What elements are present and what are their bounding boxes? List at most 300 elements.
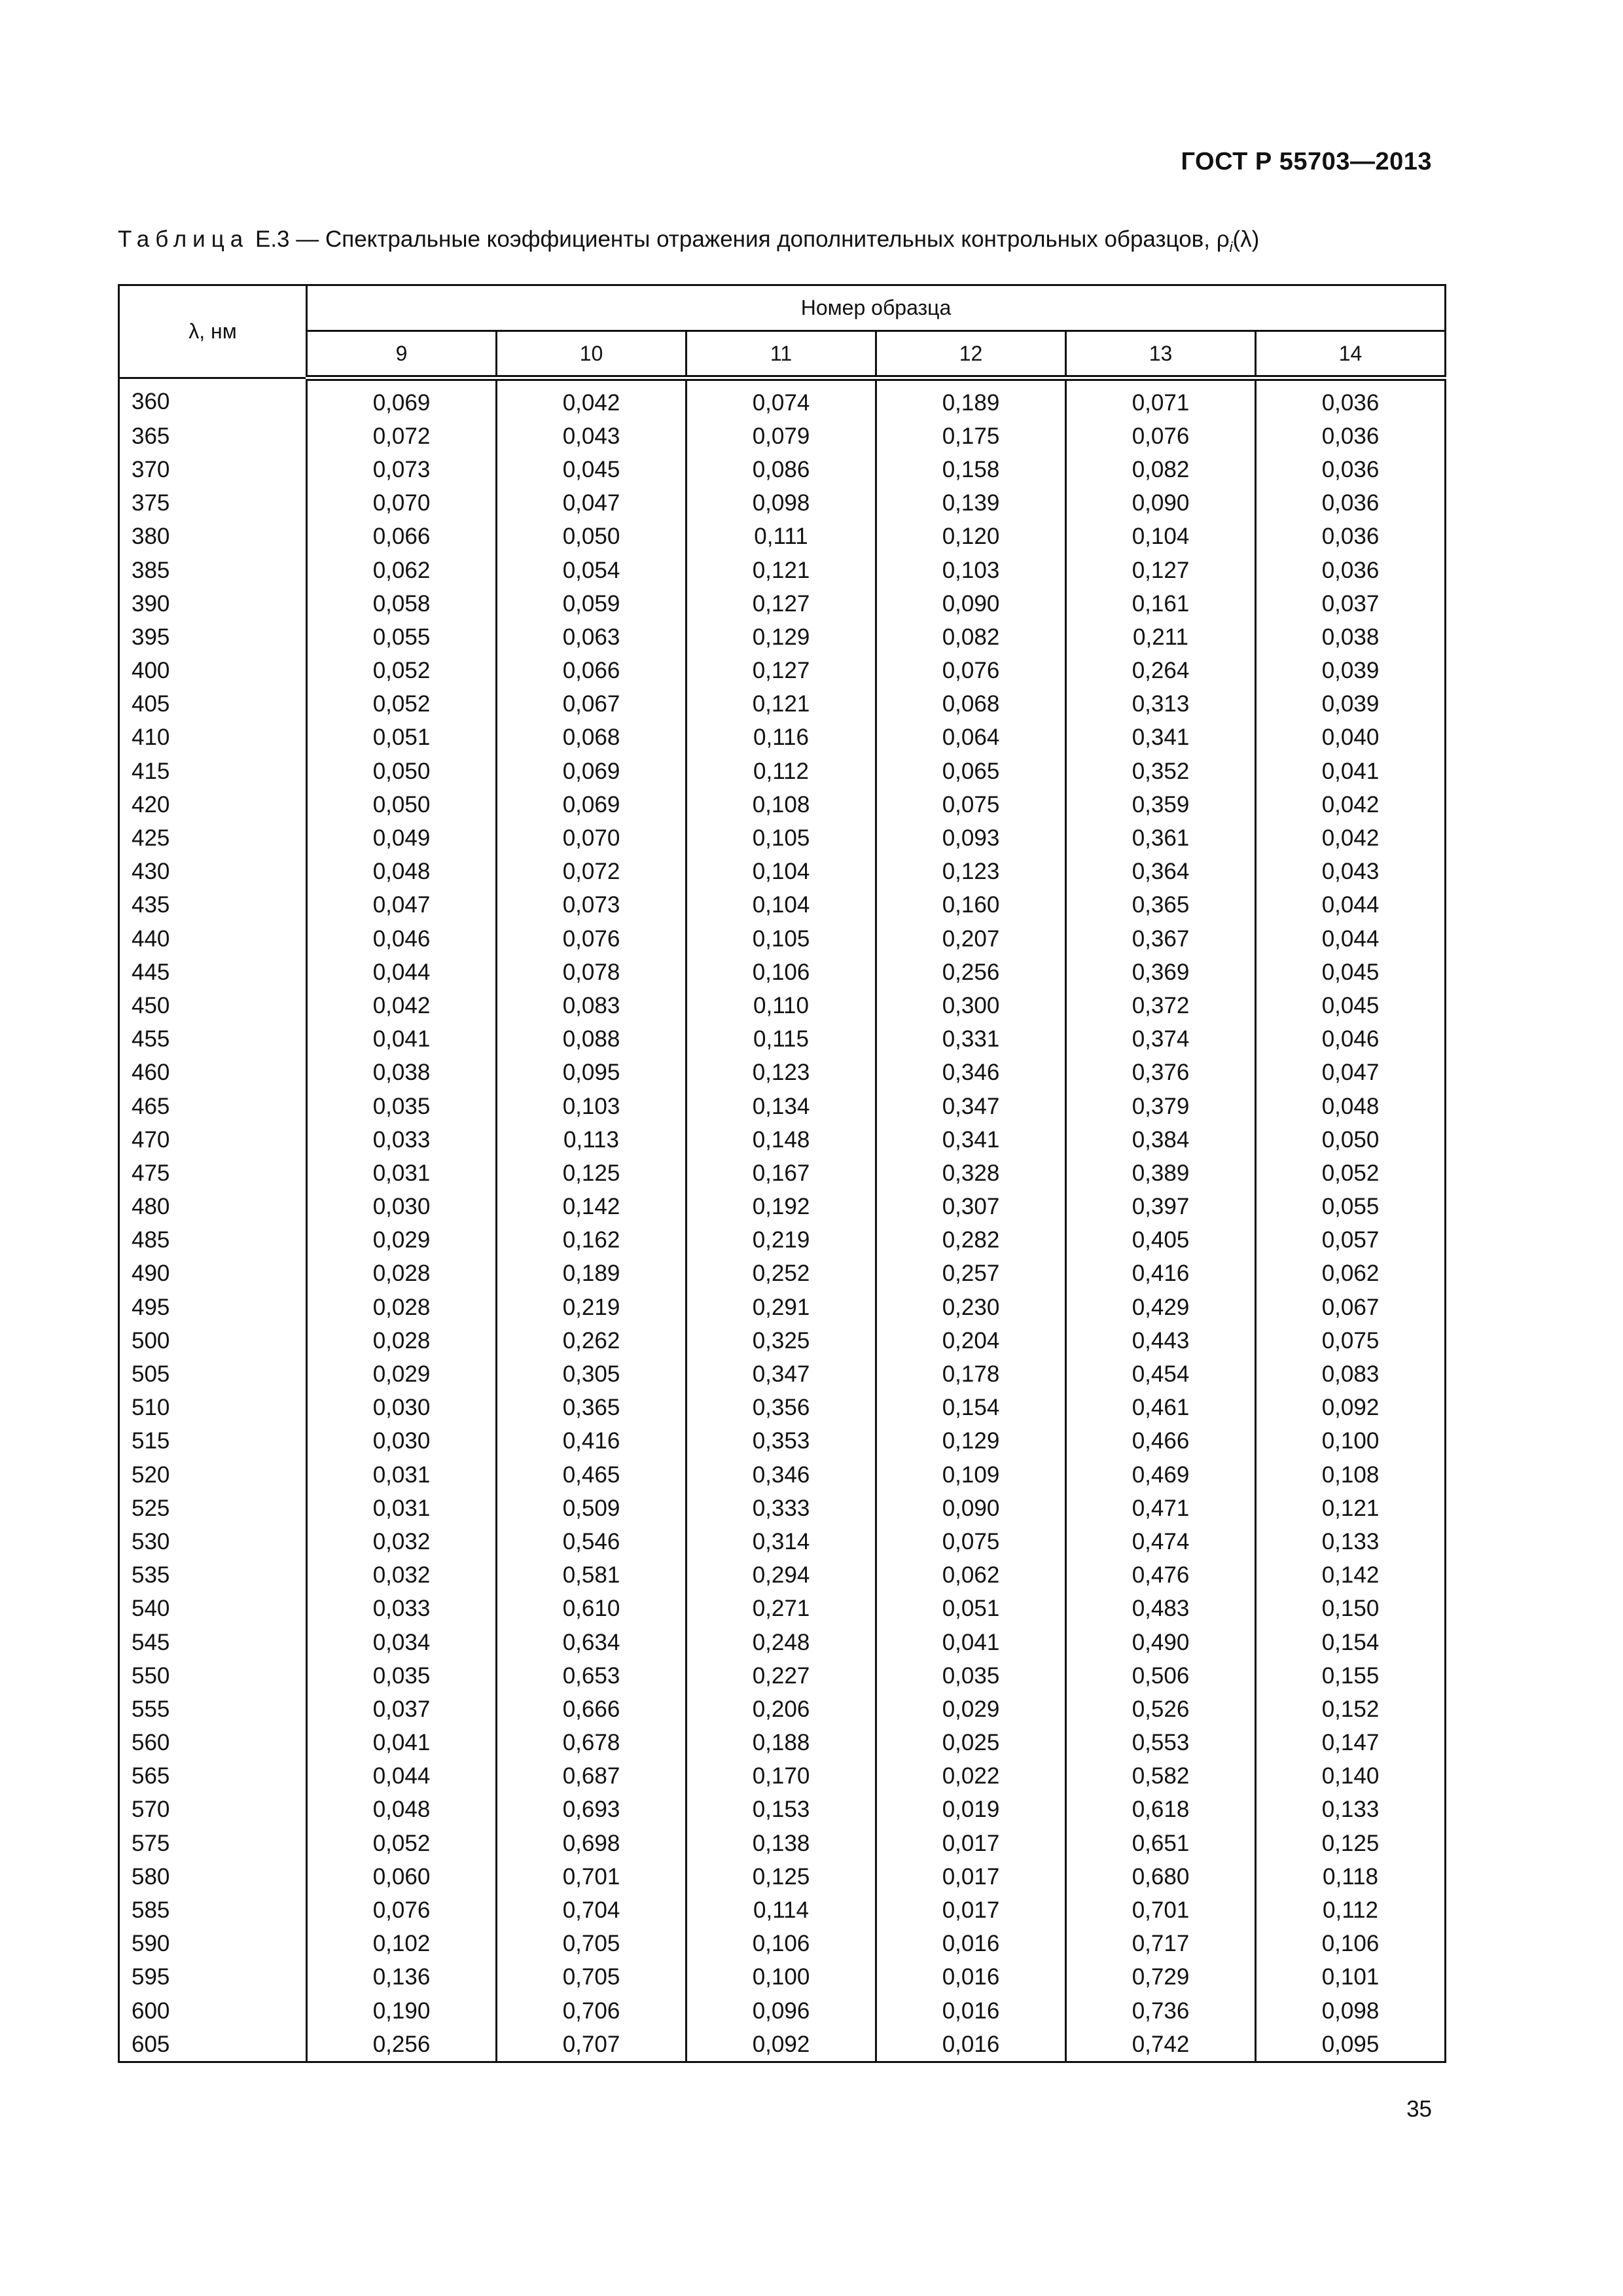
reflectance-cell: 0,030 — [307, 1425, 497, 1458]
reflectance-cell: 0,066 — [307, 520, 497, 554]
reflectance-cell: 0,106 — [1256, 1928, 1446, 1961]
reflectance-cell: 0,147 — [1256, 1727, 1446, 1760]
reflectance-cell: 0,092 — [1256, 1391, 1446, 1425]
reflectance-cell: 0,048 — [307, 855, 497, 889]
reflectance-cell: 0,704 — [497, 1893, 687, 1927]
reflectance-cell: 0,138 — [687, 1827, 876, 1860]
reflectance-cell: 0,044 — [307, 1760, 497, 1793]
reflectance-cell: 0,083 — [497, 989, 687, 1022]
reflectance-cell: 0,079 — [687, 420, 876, 453]
reflectance-cell: 0,082 — [1066, 453, 1256, 486]
reflectance-cell: 0,170 — [687, 1760, 876, 1793]
reflectance-cell: 0,045 — [1256, 956, 1446, 989]
wavelength-cell: 460 — [119, 1056, 307, 1090]
reflectance-cell: 0,057 — [1256, 1224, 1446, 1257]
reflectance-cell: 0,103 — [497, 1090, 687, 1123]
reflectance-cell: 0,148 — [687, 1123, 876, 1157]
reflectance-cell: 0,102 — [307, 1928, 497, 1961]
reflectance-cell: 0,028 — [307, 1324, 497, 1357]
table-row — [119, 1961, 1446, 1994]
reflectance-cell: 0,036 — [1256, 520, 1446, 554]
reflectance-cell: 0,075 — [876, 788, 1066, 821]
wavelength-cell: 415 — [119, 755, 307, 788]
reflectance-cell: 0,062 — [876, 1559, 1066, 1592]
reflectance-cell: 0,108 — [687, 788, 876, 821]
table-row — [119, 1492, 1446, 1525]
reflectance-cell: 0,121 — [1256, 1492, 1446, 1525]
reflectance-cell: 0,204 — [876, 1324, 1066, 1357]
reflectance-cell: 0,058 — [307, 587, 497, 620]
reflectance-cell: 0,113 — [497, 1123, 687, 1157]
wavelength-cell: 525 — [119, 1492, 307, 1525]
table-row — [119, 620, 1446, 654]
reflectance-cell: 0,082 — [876, 620, 1066, 654]
reflectance-cell: 0,123 — [687, 1056, 876, 1090]
wavelength-cell: 570 — [119, 1793, 307, 1827]
reflectance-cell: 0,465 — [497, 1458, 687, 1492]
reflectance-cell: 0,161 — [1066, 587, 1256, 620]
reflectance-cell: 0,038 — [1256, 620, 1446, 654]
reflectance-cell: 0,048 — [307, 1793, 497, 1827]
reflectance-cell: 0,069 — [497, 788, 687, 821]
reflectance-cell: 0,706 — [497, 1994, 687, 2028]
reflectance-cell: 0,133 — [1256, 1525, 1446, 1558]
reflectance-cell: 0,075 — [1256, 1324, 1446, 1357]
wavelength-cell: 410 — [119, 721, 307, 755]
reflectance-cell: 0,178 — [876, 1357, 1066, 1391]
wavelength-cell: 425 — [119, 821, 307, 855]
reflectance-cell: 0,036 — [1256, 487, 1446, 520]
reflectance-cell: 0,341 — [876, 1123, 1066, 1157]
reflectance-cell: 0,162 — [497, 1224, 687, 1257]
reflectance-cell: 0,211 — [1066, 620, 1256, 654]
reflectance-cell: 0,553 — [1066, 1727, 1256, 1760]
reflectance-cell: 0,019 — [876, 1793, 1066, 1827]
reflectance-cell: 0,291 — [687, 1291, 876, 1324]
table-row — [119, 1425, 1446, 1458]
wavelength-cell: 575 — [119, 1827, 307, 1860]
reflectance-cell: 0,070 — [307, 487, 497, 520]
reflectance-cell: 0,429 — [1066, 1291, 1256, 1324]
reflectance-cell: 0,100 — [1256, 1425, 1446, 1458]
reflectance-cell: 0,610 — [497, 1592, 687, 1626]
reflectance-cell: 0,454 — [1066, 1357, 1256, 1391]
table-row — [119, 1592, 1446, 1626]
reflectance-cell: 0,039 — [1256, 688, 1446, 721]
reflectance-cell: 0,104 — [687, 855, 876, 889]
reflectance-cell: 0,506 — [1066, 1659, 1256, 1693]
reflectance-cell: 0,041 — [307, 1023, 497, 1056]
reflectance-cell: 0,088 — [497, 1023, 687, 1056]
reflectance-cell: 0,112 — [687, 755, 876, 788]
reflectance-cell: 0,416 — [1066, 1257, 1256, 1291]
table-row — [119, 688, 1446, 721]
reflectance-cell: 0,104 — [1066, 520, 1256, 554]
reflectance-cell: 0,189 — [497, 1257, 687, 1291]
wavelength-cell: 585 — [119, 1893, 307, 1927]
reflectance-cell: 0,109 — [876, 1458, 1066, 1492]
reflectance-cell: 0,347 — [687, 1357, 876, 1391]
reflectance-cell: 0,167 — [687, 1157, 876, 1190]
reflectance-cell: 0,693 — [497, 1793, 687, 1827]
reflectance-cell: 0,262 — [497, 1324, 687, 1357]
table-row — [119, 520, 1446, 554]
table-row — [119, 1257, 1446, 1291]
reflectance-cell: 0,142 — [1256, 1559, 1446, 1592]
reflectance-cell: 0,127 — [687, 587, 876, 620]
reflectance-cell: 0,389 — [1066, 1157, 1256, 1190]
reflectance-cell: 0,042 — [307, 989, 497, 1022]
wavelength-cell: 370 — [119, 453, 307, 486]
reflectance-cell: 0,121 — [687, 688, 876, 721]
reflectance-cell: 0,729 — [1066, 1961, 1256, 1994]
reflectance-cell: 0,098 — [1256, 1994, 1446, 2028]
reflectance-cell: 0,294 — [687, 1559, 876, 1592]
reflectance-cell: 0,059 — [497, 587, 687, 620]
table-row — [119, 1224, 1446, 1257]
reflectance-cell: 0,483 — [1066, 1592, 1256, 1626]
reflectance-cell: 0,083 — [1256, 1357, 1446, 1391]
reflectance-cell: 0,207 — [876, 922, 1066, 956]
reflectance-cell: 0,134 — [687, 1090, 876, 1123]
reflectance-cell: 0,129 — [876, 1425, 1066, 1458]
reflectance-cell: 0,509 — [497, 1492, 687, 1525]
table-row — [119, 554, 1446, 587]
reflectance-cell: 0,581 — [497, 1559, 687, 1592]
reflectance-cell: 0,046 — [307, 922, 497, 956]
reflectance-cell: 0,040 — [1256, 721, 1446, 755]
reflectance-cell: 0,042 — [497, 378, 687, 420]
wavelength-cell: 455 — [119, 1023, 307, 1056]
table-row — [119, 1123, 1446, 1157]
reflectance-cell: 0,153 — [687, 1793, 876, 1827]
sample-number-header: Номер образца — [307, 285, 1446, 331]
reflectance-cell: 0,045 — [1256, 989, 1446, 1022]
reflectance-cell: 0,305 — [497, 1357, 687, 1391]
wavelength-cell: 500 — [119, 1324, 307, 1357]
reflectance-cell: 0,043 — [1256, 855, 1446, 889]
table-row — [119, 1727, 1446, 1760]
reflectance-cell: 0,051 — [307, 721, 497, 755]
wavelength-cell: 435 — [119, 889, 307, 922]
reflectance-cell: 0,352 — [1066, 755, 1256, 788]
table-row — [119, 1357, 1446, 1391]
reflectance-cell: 0,033 — [307, 1592, 497, 1626]
document-code: ГОСТ Р 55703—2013 — [1181, 148, 1432, 175]
reflectance-cell: 0,039 — [1256, 655, 1446, 688]
wavelength-cell: 540 — [119, 1592, 307, 1626]
reflectance-cell: 0,031 — [307, 1157, 497, 1190]
table-row — [119, 1324, 1446, 1357]
wavelength-cell: 420 — [119, 788, 307, 821]
reflectance-cell: 0,256 — [307, 2028, 497, 2062]
reflectance-cell: 0,114 — [687, 1893, 876, 1927]
reflectance-cell: 0,701 — [1066, 1893, 1256, 1927]
reflectance-cell: 0,127 — [687, 655, 876, 688]
reflectance-cell: 0,160 — [876, 889, 1066, 922]
reflectance-cell: 0,070 — [497, 821, 687, 855]
reflectance-cell: 0,687 — [497, 1760, 687, 1793]
wavelength-cell: 440 — [119, 922, 307, 956]
reflectance-cell: 0,030 — [307, 1191, 497, 1224]
reflectance-cell: 0,666 — [497, 1693, 687, 1726]
table-row — [119, 487, 1446, 520]
wavelength-cell: 495 — [119, 1291, 307, 1324]
reflectance-cell: 0,072 — [307, 420, 497, 453]
reflectance-cell: 0,052 — [1256, 1157, 1446, 1190]
reflectance-cell: 0,074 — [687, 378, 876, 420]
reflectance-cell: 0,155 — [1256, 1659, 1446, 1693]
reflectance-cell: 0,055 — [1256, 1191, 1446, 1224]
reflectance-cell: 0,307 — [876, 1191, 1066, 1224]
reflectance-cell: 0,041 — [307, 1727, 497, 1760]
reflectance-cell: 0,067 — [497, 688, 687, 721]
reflectance-cell: 0,313 — [1066, 688, 1256, 721]
table-row — [119, 1023, 1446, 1056]
column-header: 10 — [497, 331, 687, 378]
table-row — [119, 655, 1446, 688]
reflectance-cell: 0,078 — [497, 956, 687, 989]
reflectance-cell: 0,017 — [876, 1893, 1066, 1927]
wavelength-cell: 600 — [119, 1994, 307, 2028]
reflectance-cell: 0,062 — [307, 554, 497, 587]
wavelength-cell: 590 — [119, 1928, 307, 1961]
reflectance-cell: 0,072 — [497, 855, 687, 889]
reflectance-cell: 0,111 — [687, 520, 876, 554]
reflectance-cell: 0,471 — [1066, 1492, 1256, 1525]
reflectance-cell: 0,017 — [876, 1827, 1066, 1860]
reflectance-cell: 0,016 — [876, 1961, 1066, 1994]
table-row — [119, 1559, 1446, 1592]
reflectance-cell: 0,076 — [876, 655, 1066, 688]
reflectance-cell: 0,443 — [1066, 1324, 1256, 1357]
reflectance-cell: 0,474 — [1066, 1525, 1256, 1558]
reflectance-cell: 0,136 — [307, 1961, 497, 1994]
reflectance-cell: 0,125 — [497, 1157, 687, 1190]
table-row — [119, 1659, 1446, 1693]
reflectance-cell: 0,069 — [307, 378, 497, 420]
reflectance-cell: 0,333 — [687, 1492, 876, 1525]
reflectance-cell: 0,086 — [687, 453, 876, 486]
reflectance-cell: 0,050 — [307, 788, 497, 821]
reflectance-cell: 0,189 — [876, 378, 1066, 420]
reflectance-cell: 0,152 — [1256, 1693, 1446, 1726]
reflectance-cell: 0,049 — [307, 821, 497, 855]
reflectance-cell: 0,016 — [876, 1928, 1066, 1961]
table-row — [119, 889, 1446, 922]
reflectance-cell: 0,248 — [687, 1626, 876, 1659]
caption-subscript: i — [1229, 239, 1233, 255]
reflectance-cell: 0,256 — [876, 956, 1066, 989]
reflectance-cell: 0,369 — [1066, 956, 1256, 989]
reflectance-cell: 0,116 — [687, 721, 876, 755]
table-row — [119, 855, 1446, 889]
table-row — [119, 378, 1446, 420]
reflectance-cell: 0,052 — [307, 1827, 497, 1860]
wavelength-cell: 360 — [119, 378, 307, 420]
reflectance-cell: 0,029 — [876, 1693, 1066, 1726]
reflectance-cell: 0,075 — [876, 1525, 1066, 1558]
reflectance-cell: 0,044 — [307, 956, 497, 989]
reflectance-cell: 0,416 — [497, 1425, 687, 1458]
reflectance-cell: 0,043 — [497, 420, 687, 453]
reflectance-cell: 0,230 — [876, 1291, 1066, 1324]
table-row — [119, 922, 1446, 956]
reflectance-cell: 0,063 — [497, 620, 687, 654]
wavelength-cell: 605 — [119, 2028, 307, 2062]
reflectance-cell: 0,651 — [1066, 1827, 1256, 1860]
reflectance-cell: 0,068 — [876, 688, 1066, 721]
reflectance-cell: 0,121 — [687, 554, 876, 587]
wavelength-cell: 465 — [119, 1090, 307, 1123]
reflectance-cell: 0,096 — [687, 1994, 876, 2028]
reflectance-cell: 0,069 — [497, 755, 687, 788]
reflectance-cell: 0,252 — [687, 1257, 876, 1291]
table-row — [119, 1391, 1446, 1425]
table-row — [119, 453, 1446, 486]
reflectance-cell: 0,046 — [1256, 1023, 1446, 1056]
reflectance-cell: 0,028 — [307, 1257, 497, 1291]
reflectance-cell: 0,707 — [497, 2028, 687, 2062]
table-row — [119, 1760, 1446, 1793]
table-row — [119, 1994, 1446, 2028]
reflectance-cell: 0,068 — [497, 721, 687, 755]
table-row — [119, 821, 1446, 855]
column-header: 9 — [307, 331, 497, 378]
wavelength-cell: 480 — [119, 1191, 307, 1224]
wavelength-cell: 595 — [119, 1961, 307, 1994]
reflectance-cell: 0,476 — [1066, 1559, 1256, 1592]
wavelength-cell: 395 — [119, 620, 307, 654]
wavelength-cell: 555 — [119, 1693, 307, 1726]
reflectance-cell: 0,100 — [687, 1961, 876, 1994]
reflectance-cell: 0,461 — [1066, 1391, 1256, 1425]
reflectance-cell: 0,073 — [307, 453, 497, 486]
table-body — [119, 378, 1446, 2062]
reflectance-cell: 0,098 — [687, 487, 876, 520]
reflectance-cell: 0,052 — [307, 688, 497, 721]
reflectance-cell: 0,227 — [687, 1659, 876, 1693]
reflectance-cell: 0,374 — [1066, 1023, 1256, 1056]
reflectance-cell: 0,328 — [876, 1157, 1066, 1190]
reflectance-cell: 0,016 — [876, 2028, 1066, 2062]
reflectance-cell: 0,106 — [687, 956, 876, 989]
reflectance-cell: 0,653 — [497, 1659, 687, 1693]
reflectance-cell: 0,127 — [1066, 554, 1256, 587]
reflectance-cell: 0,041 — [876, 1626, 1066, 1659]
reflectance-cell: 0,047 — [1256, 1056, 1446, 1090]
reflectance-cell: 0,047 — [497, 487, 687, 520]
reflectance-cell: 0,093 — [876, 821, 1066, 855]
reflectance-cell: 0,031 — [307, 1458, 497, 1492]
reflectance-cell: 0,035 — [307, 1659, 497, 1693]
reflectance-cell: 0,065 — [876, 755, 1066, 788]
reflectance-cell: 0,129 — [687, 620, 876, 654]
wavelength-cell: 530 — [119, 1525, 307, 1558]
reflectance-cell: 0,042 — [1256, 821, 1446, 855]
wavelength-cell: 405 — [119, 688, 307, 721]
table-row — [119, 1793, 1446, 1827]
reflectance-cell: 0,092 — [687, 2028, 876, 2062]
table-row — [119, 1525, 1446, 1558]
column-header: 11 — [687, 331, 876, 378]
reflectance-cell: 0,105 — [687, 821, 876, 855]
table-row — [119, 1626, 1446, 1659]
reflectance-cell: 0,050 — [497, 520, 687, 554]
reflectance-cell: 0,331 — [876, 1023, 1066, 1056]
reflectance-cell: 0,090 — [1066, 487, 1256, 520]
wavelength-cell: 560 — [119, 1727, 307, 1760]
reflectance-cell: 0,206 — [687, 1693, 876, 1726]
reflectance-cell: 0,038 — [307, 1056, 497, 1090]
reflectance-cell: 0,095 — [1256, 2028, 1446, 2062]
wavelength-cell: 550 — [119, 1659, 307, 1693]
reflectance-cell: 0,045 — [497, 453, 687, 486]
reflectance-cell: 0,140 — [1256, 1760, 1446, 1793]
caption-text: Спектральные коэффициенты отражения дополнительных контрольных образцов, ρ — [325, 226, 1230, 252]
reflectance-cell: 0,071 — [1066, 378, 1256, 420]
wavelength-cell: 505 — [119, 1357, 307, 1391]
wavelength-cell: 470 — [119, 1123, 307, 1157]
reflectance-cell: 0,678 — [497, 1727, 687, 1760]
reflectance-cell: 0,044 — [1256, 922, 1446, 956]
reflectance-cell: 0,076 — [1066, 420, 1256, 453]
reflectance-cell: 0,346 — [687, 1458, 876, 1492]
table-row — [119, 788, 1446, 821]
reflectance-cell: 0,325 — [687, 1324, 876, 1357]
reflectance-cell: 0,022 — [876, 1760, 1066, 1793]
wavelength-cell: 430 — [119, 855, 307, 889]
reflectance-cell: 0,032 — [307, 1559, 497, 1592]
reflectance-cell: 0,717 — [1066, 1928, 1256, 1961]
wavelength-cell: 400 — [119, 655, 307, 688]
table-row — [119, 1693, 1446, 1726]
reflectance-cell: 0,736 — [1066, 1994, 1256, 2028]
reflectance-cell: 0,030 — [307, 1391, 497, 1425]
reflectance-cell: 0,017 — [876, 1860, 1066, 1893]
reflectance-cell: 0,701 — [497, 1860, 687, 1893]
reflectance-cell: 0,346 — [876, 1056, 1066, 1090]
column-header: 12 — [876, 331, 1066, 378]
wavelength-cell: 380 — [119, 520, 307, 554]
reflectance-cell: 0,073 — [497, 889, 687, 922]
reflectance-cell: 0,125 — [1256, 1827, 1446, 1860]
reflectance-cell: 0,271 — [687, 1592, 876, 1626]
reflectance-cell: 0,028 — [307, 1291, 497, 1324]
reflectance-cell: 0,064 — [876, 721, 1066, 755]
table-row — [119, 1157, 1446, 1190]
reflectance-cell: 0,365 — [497, 1391, 687, 1425]
table-row — [119, 1191, 1446, 1224]
reflectance-cell: 0,048 — [1256, 1090, 1446, 1123]
reflectance-cell: 0,054 — [497, 554, 687, 587]
table-head — [119, 285, 1446, 378]
reflectance-cell: 0,466 — [1066, 1425, 1256, 1458]
wavelength-cell: 385 — [119, 554, 307, 587]
reflectance-cell: 0,115 — [687, 1023, 876, 1056]
reflectance-cell: 0,367 — [1066, 922, 1256, 956]
page-number: 35 — [1406, 2096, 1432, 2122]
table-row — [119, 587, 1446, 620]
table-row — [119, 1827, 1446, 1860]
reflectance-cell: 0,090 — [876, 587, 1066, 620]
wavelength-header: λ, нм — [119, 285, 307, 378]
reflectance-cell: 0,397 — [1066, 1191, 1256, 1224]
reflectance-cell: 0,036 — [1256, 378, 1446, 420]
reflectance-cell: 0,347 — [876, 1090, 1066, 1123]
reflectance-cell: 0,025 — [876, 1727, 1066, 1760]
reflectance-cell: 0,341 — [1066, 721, 1256, 755]
